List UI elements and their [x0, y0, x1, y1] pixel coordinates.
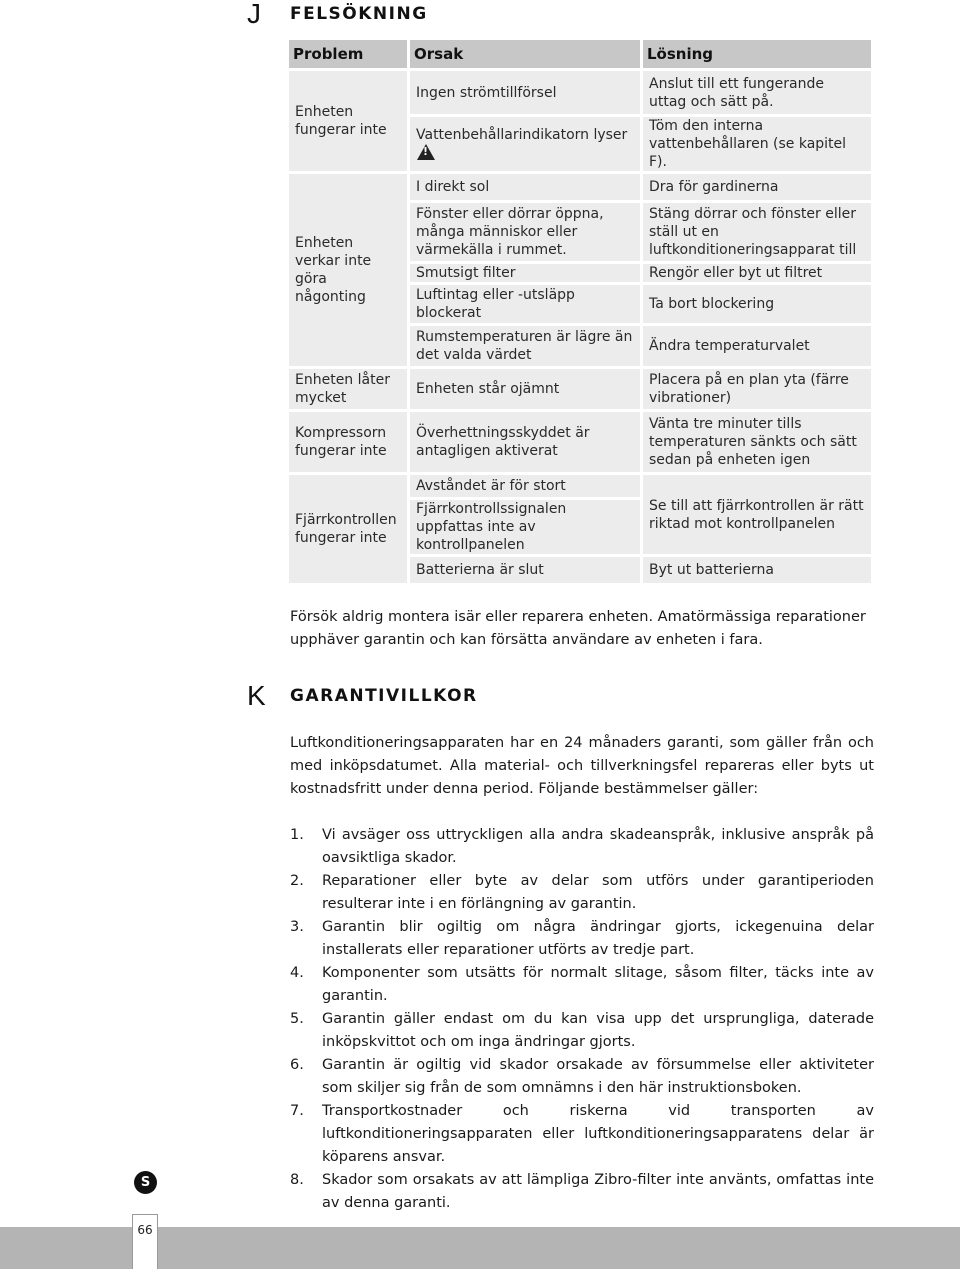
list-item	[290, 1008, 874, 1054]
item-number: 6.	[290, 1057, 304, 1073]
solution-cell: Stäng dörrar och fönster eller ställ ut en luftkonditioneringsapparat till	[642, 202, 873, 263]
solution-cell: Placera på en plan yta (färre vibrationer)	[642, 368, 873, 411]
cause-cell: Luftintag eller -utsläpp blockerat	[409, 284, 642, 325]
table-row	[288, 368, 873, 411]
section-title-garantivillkor: GARANTIVILLKOR	[290, 686, 478, 706]
problem-cell: Fjärrkontrollen fungerar inte	[288, 474, 409, 585]
item-text: Komponenter som utsätts för normalt slitage, såsom filter, täcks inte av garantin.	[322, 965, 874, 1004]
problem-cell: Enheten verkar inte göra någonting	[288, 173, 409, 368]
warranty-intro: Luftkonditioneringsapparaten har en 24 månaders garanti, som gäller från och med inköpsdatumet. Alla material- och tillverkningsfel repareras eller byts ut kostnadsfritt under denna period. Följande bestämmelser gäller:	[290, 735, 874, 797]
list-item	[290, 824, 874, 870]
item-number: 1.	[290, 827, 304, 843]
problem-cell: Enheten låter mycket	[288, 368, 409, 411]
cause-cell: Ingen strömtillförsel	[409, 70, 642, 116]
solution-cell: Byt ut batterierna	[642, 556, 873, 585]
item-number: 3.	[290, 919, 304, 935]
item-text: Skador som orsakats av att lämpliga Zibro-filter inte använts, omfattas inte av denna garanti.	[322, 1172, 874, 1211]
solution-cell: Anslut till ett fungerande uttag och sätt på.	[642, 70, 873, 116]
item-text: Garantin är ogiltig vid skador orsakade av försummelse eller aktiviteter som skiljer sig från de som omnämns i den här instruktionsboken.	[322, 1057, 874, 1096]
cause-cell: Smutsigt filter	[409, 263, 642, 284]
solution-cell: Töm den interna vattenbehållaren (se kapitel F).	[642, 116, 873, 173]
table-row	[288, 70, 873, 116]
page-number: 66	[137, 1223, 153, 1237]
page-number-tab	[132, 1214, 158, 1269]
solution-cell: Rengör eller byt ut filtret	[642, 263, 873, 284]
warning-paragraph: Försök aldrig montera isär eller reparera enheten. Amatörmässiga reparationer upphäver garantin och kan försätta användare av enheten i fara.	[290, 609, 866, 648]
cause-cell	[409, 116, 642, 173]
list-item	[290, 870, 874, 916]
language-badge: S	[134, 1171, 157, 1194]
table-header-row	[288, 39, 873, 70]
troubleshooting-table	[286, 37, 874, 586]
cause-cell: Batterierna är slut	[409, 556, 642, 585]
item-number: 4.	[290, 965, 304, 981]
problem-cell: Kompressorn fungerar inte	[288, 411, 409, 474]
table-row	[288, 173, 873, 202]
cause-cell: Enheten står ojämnt	[409, 368, 642, 411]
table-row	[288, 411, 873, 474]
item-number: 5.	[290, 1011, 304, 1027]
list-item	[290, 1054, 874, 1100]
solution-cell: Ändra temperaturvalet	[642, 325, 873, 368]
problem-cell: Enheten fungerar inte	[288, 70, 409, 173]
solution-cell: Dra för gardinerna	[642, 173, 873, 202]
cause-cell: Rumstemperaturen är lägre än det valda värdet	[409, 325, 642, 368]
item-text: Transportkostnader och riskerna vid transporten av luftkonditioneringsapparaten eller luftkonditioneringsapparatens delar är köparens ansvar.	[322, 1103, 874, 1165]
cause-cell: Fönster eller dörrar öppna, många människor eller värmekälla i rummet.	[409, 202, 642, 263]
cause-text: Vattenbehållarindikatorn lyser	[416, 127, 628, 143]
solution-cell: Vänta tre minuter tills temperaturen sänkts och sätt sedan på enheten igen	[642, 411, 873, 474]
item-number: 2.	[290, 873, 304, 889]
list-item	[290, 962, 874, 1008]
section-letter-k: K	[247, 680, 266, 711]
cause-cell: Fjärrkontrollssignalen uppfattas inte av kontrollpanelen	[409, 499, 642, 556]
item-text: Reparationer eller byte av delar som utförs under garantiperioden resulterar inte i en förlängning av garantin.	[322, 873, 874, 912]
section-letter-j: J	[247, 0, 261, 29]
solution-cell: Se till att fjärrkontrollen är rätt riktad mot kontrollpanelen	[642, 474, 873, 556]
solution-cell: Ta bort blockering	[642, 284, 873, 325]
header-solution: Lösning	[642, 39, 873, 70]
item-text: Vi avsäger oss uttryckligen alla andra skadeanspråk, inklusive anspråk på oavsiktliga skador.	[322, 827, 874, 866]
warranty-terms-list	[290, 824, 874, 1215]
list-item	[290, 1100, 874, 1169]
list-item	[290, 916, 874, 962]
item-text: Garantin gäller endast om du kan visa upp det ursprungliga, daterade inköpskvittot och om inga ändringar gjorts.	[322, 1011, 874, 1050]
header-cause: Orsak	[409, 39, 642, 70]
cause-cell: Avståndet är för stort	[409, 474, 642, 499]
item-text: Garantin blir ogiltig om några ändringar gjorts, ickegenuina delar installerats eller reparationer utförts av tredje part.	[322, 919, 874, 958]
item-number: 8.	[290, 1172, 304, 1188]
header-problem: Problem	[288, 39, 409, 70]
item-number: 7.	[290, 1103, 304, 1119]
warning-triangle-icon	[417, 144, 435, 160]
cause-cell: I direkt sol	[409, 173, 642, 202]
table-row	[288, 474, 873, 499]
section-title-felsokning: FELSÖKNING	[290, 4, 428, 24]
cause-cell: Överhettningsskyddet är antagligen aktiverat	[409, 411, 642, 474]
list-item	[290, 1169, 874, 1215]
